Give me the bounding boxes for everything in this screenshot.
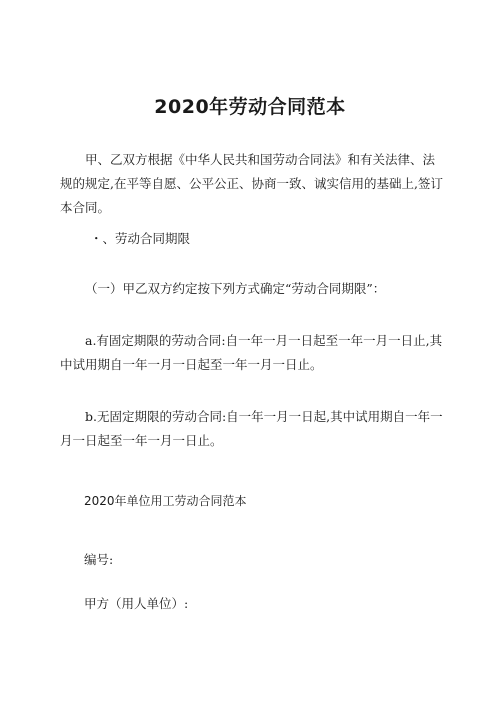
subtitle: 2020年单位用工劳动合同范本 — [84, 494, 247, 508]
clause-one: （一）甲乙双方约定按下列方式确定“劳动合同期限”： — [85, 281, 386, 296]
section-heading: ・、劳动合同期限 — [90, 231, 191, 246]
option-a-paragraph: a.有固定期限的劳动合同:自一年一月一日起至一年一月一日止,其中试用期自一年一月一日起至一年一月一日止。 — [60, 333, 443, 372]
option-b-paragraph: b.无固定期限的劳动合同:自一年一月一日起,其中试用期自一年一月一日起至一年一月一日止。 — [60, 409, 443, 448]
intro-paragraph: 甲、乙双方根据《中华人民共和国劳动合同法》和有关法律、法规的规定,在平等自愿、公平公正、协商一致、诚实信用的基础上,签订本合同。 — [60, 152, 443, 215]
party-a-label: 甲方（用人单位）: — [84, 596, 189, 611]
document-title: 2020年劳动合同范本 — [154, 96, 346, 118]
number-label: 编号: — [84, 552, 114, 567]
